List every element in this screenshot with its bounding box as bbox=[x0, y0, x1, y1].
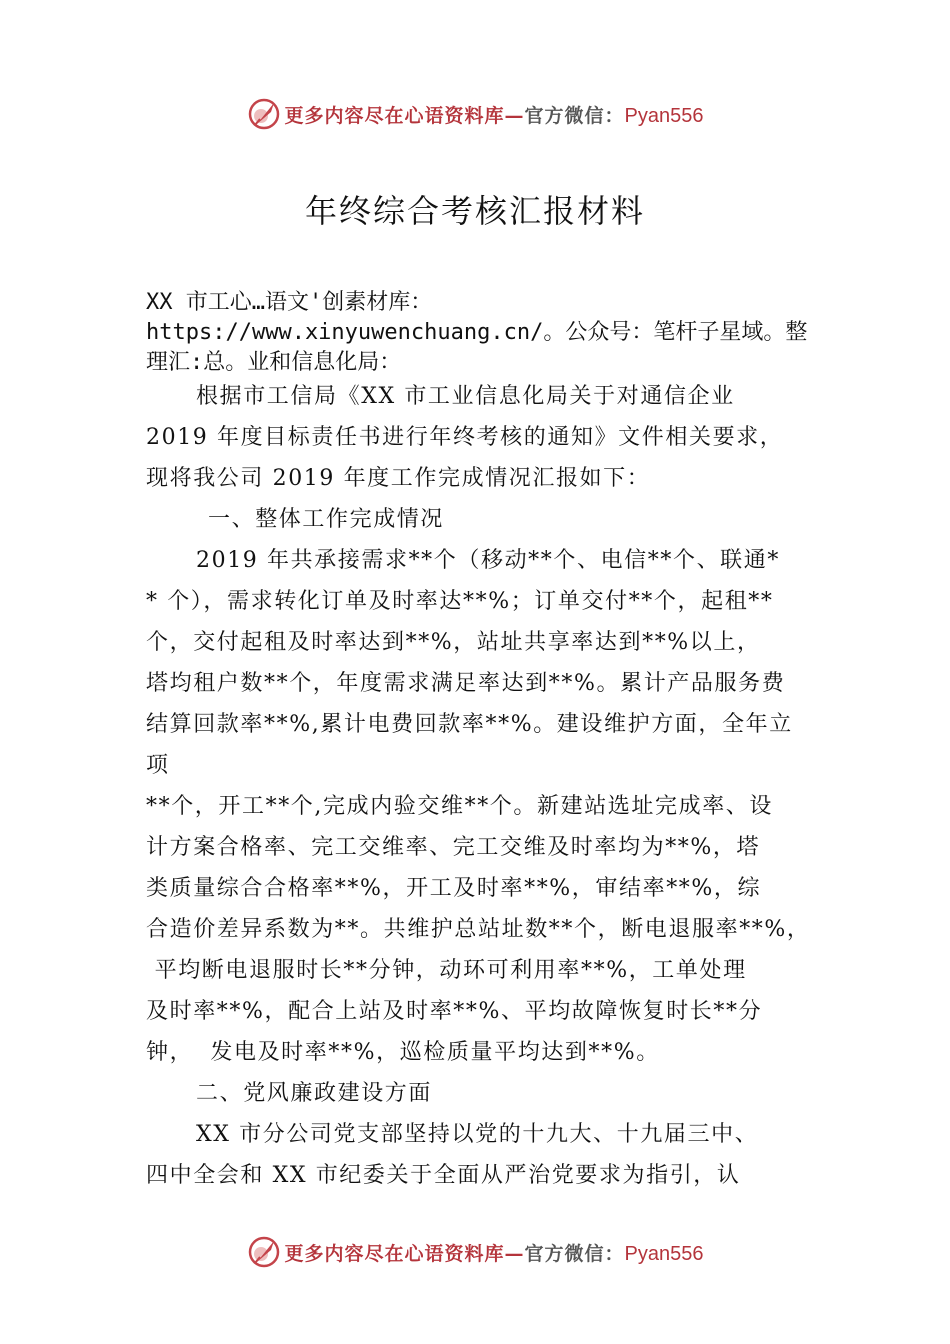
section-heading: 二、党风廉政建设方面 bbox=[196, 1081, 433, 1106]
header-banner bbox=[0, 94, 950, 134]
quill-logo-icon bbox=[247, 97, 281, 131]
body-text bbox=[146, 376, 846, 1196]
banner-text: 更多内容尽在心语资料库—官方微信：Pyan556 bbox=[284, 1242, 704, 1265]
body-line: 塔均租户数**个，年度需求满足率达到**%。累计产品服务费 bbox=[146, 671, 786, 696]
body-line: 现将我公司 2019 年度工作完成情况汇报如下： bbox=[146, 466, 651, 491]
quill-logo-icon bbox=[247, 1235, 281, 1269]
body-line: 根据市工信局《XX 市工业信息化局关于对通信企业 bbox=[196, 384, 735, 409]
addressee-block bbox=[146, 288, 846, 378]
body-line: 及时率**%，配合上站及时率**%、平均故障恢复时长**分 bbox=[146, 999, 763, 1024]
banner-text: 更多内容尽在心语资料库—官方微信：Pyan556 bbox=[284, 104, 704, 127]
body-line: 平均断电退服时长**分钟，动环可利用率**%，工单处理 bbox=[146, 958, 747, 983]
body-line: 个，交付起租及时率达到**%，站址共享率达到**%以上， bbox=[146, 630, 761, 655]
body-line: **个，开工**个,完成内验交维**个。新建站选址完成率、设 bbox=[146, 794, 773, 819]
document-title: 年终综合考核汇报材料 bbox=[304, 192, 645, 230]
footer-banner bbox=[0, 1232, 950, 1272]
body-line: 计方案合格率、完工交维率、完工交维及时率均为**%，塔 bbox=[146, 835, 761, 860]
body-line: 钟， 发电及时率**%，巡检质量平均达到**%。 bbox=[146, 1040, 660, 1065]
body-line: 合造价差异系数为**。共维护总站址数**个，断电退服率**%， bbox=[146, 917, 811, 942]
addressee-line: 理汇:总。业和信息化局： bbox=[146, 350, 402, 375]
body-line: 结算回款率**%,累计电费回款率**%。建设维护方面，全年立 bbox=[146, 712, 793, 737]
body-line: 类质量综合合格率**%，开工及时率**%，审结率**%，综 bbox=[146, 876, 762, 901]
body-line: 项 bbox=[146, 753, 170, 778]
body-line: * 个），需求转化订单及时率达**%；订单交付**个，起租** bbox=[146, 589, 774, 614]
body-line: 2019 年共承接需求**个（移动**个、电信**个、联通* bbox=[196, 548, 780, 573]
section-heading: 一、整体工作完成情况 bbox=[208, 507, 445, 532]
body-line: 四中全会和 XX 市纪委关于全面从严治党要求为指引，认 bbox=[146, 1163, 741, 1188]
addressee-line: https://www.xinyuwenchuang.cn/。公众号：笔杆子星域。整 bbox=[146, 320, 808, 345]
body-line: XX 市分公司党支部坚持以党的十九大、十九届三中、 bbox=[196, 1122, 759, 1147]
body-line: 2019 年度目标责任书进行年终考核的通知》文件相关要求， bbox=[146, 425, 784, 450]
addressee-line: XX 市工心…语文'创素材库： bbox=[146, 290, 433, 315]
